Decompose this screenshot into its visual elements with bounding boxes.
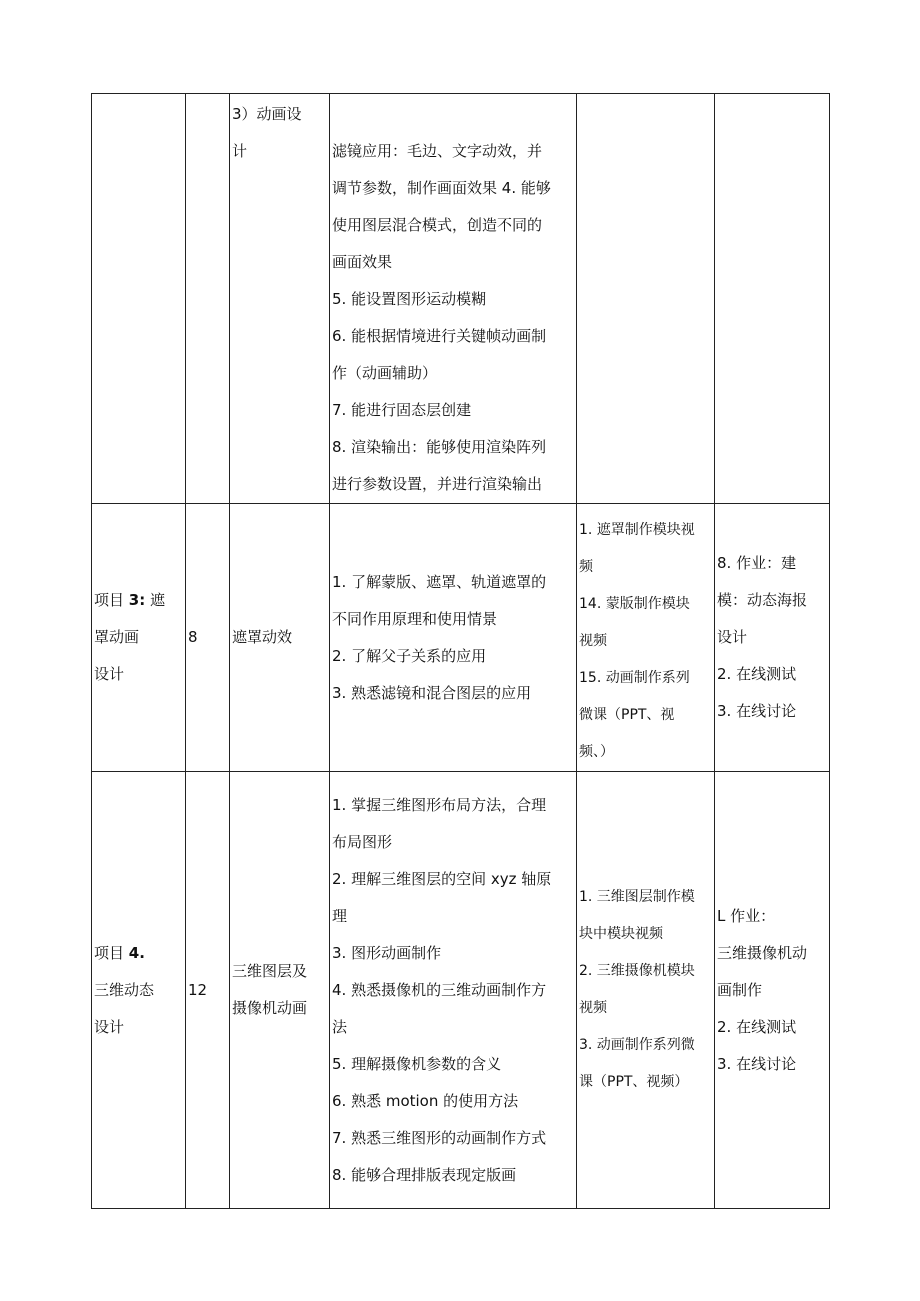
objective-line: 法 bbox=[332, 1017, 348, 1036]
resource-line: 1. 三维图层制作模 bbox=[579, 889, 695, 905]
resource-line: 块中模块视频 bbox=[579, 926, 663, 942]
assessment-cell bbox=[715, 94, 830, 504]
table-row bbox=[92, 772, 830, 1209]
resource-line: 频 bbox=[579, 559, 593, 575]
assessment-line: 设计 bbox=[717, 628, 748, 646]
assessment-line: 2. 在线测试 bbox=[717, 1017, 797, 1036]
objective-line: 8. 能够合理排版表现定版画 bbox=[332, 1165, 517, 1184]
assessment-line: 3. 在线讨论 bbox=[717, 1054, 797, 1073]
project-title-line: 罩动画 bbox=[94, 628, 140, 646]
objective-line: 7. 能进行固态层创建 bbox=[332, 401, 472, 419]
objective-line: 使用图层混合模式，创造不同的 bbox=[332, 216, 543, 234]
objective-line: 2. 了解父子关系的应用 bbox=[332, 646, 487, 665]
assessment-line: 2. 在线测试 bbox=[717, 665, 797, 683]
assessment-cell bbox=[715, 772, 830, 1209]
objective-line: 5. 能设置图形运动模糊 bbox=[332, 290, 487, 308]
objective-line: 4. 熟悉摄像机的三维动画制作方 bbox=[332, 980, 547, 999]
objective-line: 3. 图形动画制作 bbox=[332, 943, 442, 962]
project-cell bbox=[92, 772, 186, 1209]
objective-line: 3. 熟悉滤镜和混合图层的应用 bbox=[332, 683, 532, 702]
project-title-line: 项目 4. bbox=[94, 943, 145, 962]
resource-line: 频、） bbox=[579, 744, 614, 760]
unit-cell bbox=[230, 772, 330, 1209]
unit-line: 遮罩动效 bbox=[232, 628, 293, 646]
project-title-line: 三维动态 bbox=[94, 980, 155, 999]
unit-cell bbox=[230, 504, 330, 772]
resource-line: 视频 bbox=[579, 633, 607, 649]
project-cell bbox=[92, 504, 186, 772]
hours-cell bbox=[186, 94, 230, 504]
table-row bbox=[92, 504, 830, 772]
objective-line bbox=[332, 96, 574, 133]
objective-line: 布局图形 bbox=[332, 832, 393, 851]
objectives-cell bbox=[330, 504, 577, 772]
assessment-line: 模：动态海报 bbox=[717, 591, 808, 609]
unit-cell bbox=[230, 94, 330, 504]
project-title-line: 项目 3: 遮 bbox=[94, 591, 166, 609]
unit-line: 摄像机动画 bbox=[232, 999, 308, 1017]
objective-line: 7. 熟悉三维图形的动画制作方式 bbox=[332, 1128, 547, 1147]
objective-line: 理 bbox=[332, 906, 348, 925]
objective-line: 滤镜应用：毛边、文字动效，并 bbox=[332, 142, 543, 160]
assessment-line: L 作业： bbox=[717, 906, 776, 925]
resource-line: 14. 蒙版制作模块 bbox=[579, 596, 690, 612]
objective-line: 1. 掌握三维图形布局方法，合理 bbox=[332, 795, 547, 814]
assessment-line: 三维摄像机动 bbox=[717, 943, 808, 962]
course-syllabus-table bbox=[91, 93, 830, 1209]
objective-line: 不同作用原理和使用情景 bbox=[332, 609, 498, 628]
resource-line: 1. 遮罩制作模块视 bbox=[579, 522, 695, 538]
unit-line: 计 bbox=[232, 142, 248, 160]
objective-line: 6. 熟悉 motion 的使用方法 bbox=[332, 1091, 519, 1110]
resource-line: 3. 动画制作系列微 bbox=[579, 1037, 695, 1053]
objective-line: 进行参数设置，并进行渲染输出 bbox=[332, 475, 543, 493]
objectives-cell bbox=[330, 772, 577, 1209]
assessment-cell bbox=[715, 504, 830, 772]
assessment-line: 8. 作业：建 bbox=[717, 554, 797, 572]
objective-line: 画面效果 bbox=[332, 253, 393, 271]
assessment-line: 画制作 bbox=[717, 980, 763, 999]
objectives-cell bbox=[330, 94, 577, 504]
objective-line: 5. 理解摄像机参数的含义 bbox=[332, 1054, 502, 1073]
resource-line: 15. 动画制作系列 bbox=[579, 670, 690, 686]
resource-line: 视频 bbox=[579, 1000, 607, 1016]
objective-line: 调节参数，制作画面效果 4. 能够 bbox=[332, 179, 551, 197]
project-title-line: 设计 bbox=[94, 1017, 125, 1036]
project-cell bbox=[92, 94, 186, 504]
objective-line: 6. 能根据情境进行关键帧动画制 bbox=[332, 327, 547, 345]
table-row bbox=[92, 94, 830, 504]
objective-line: 8. 渲染输出：能够使用渲染阵列 bbox=[332, 438, 547, 456]
resources-cell bbox=[577, 772, 715, 1209]
hours-cell: 12 bbox=[186, 772, 230, 1209]
objective-line: 1. 了解蒙版、遮罩、轨道遮罩的 bbox=[332, 572, 547, 591]
assessment-line: 3. 在线讨论 bbox=[717, 702, 797, 720]
unit-line: 3）动画设 bbox=[232, 105, 302, 123]
hours-cell: 8 bbox=[186, 504, 230, 772]
objective-line: 作（动画辅助） bbox=[332, 364, 438, 382]
resources-cell bbox=[577, 94, 715, 504]
resource-line: 课（PPT、视频） bbox=[579, 1074, 689, 1090]
resource-line: 微课（PPT、视 bbox=[579, 707, 675, 723]
project-title-line: 设计 bbox=[94, 665, 125, 683]
resources-cell bbox=[577, 504, 715, 772]
objective-line: 2. 理解三维图层的空间 xyz 轴原 bbox=[332, 869, 552, 888]
unit-line: 三维图层及 bbox=[232, 962, 308, 980]
resource-line: 2. 三维摄像机模块 bbox=[579, 963, 695, 979]
